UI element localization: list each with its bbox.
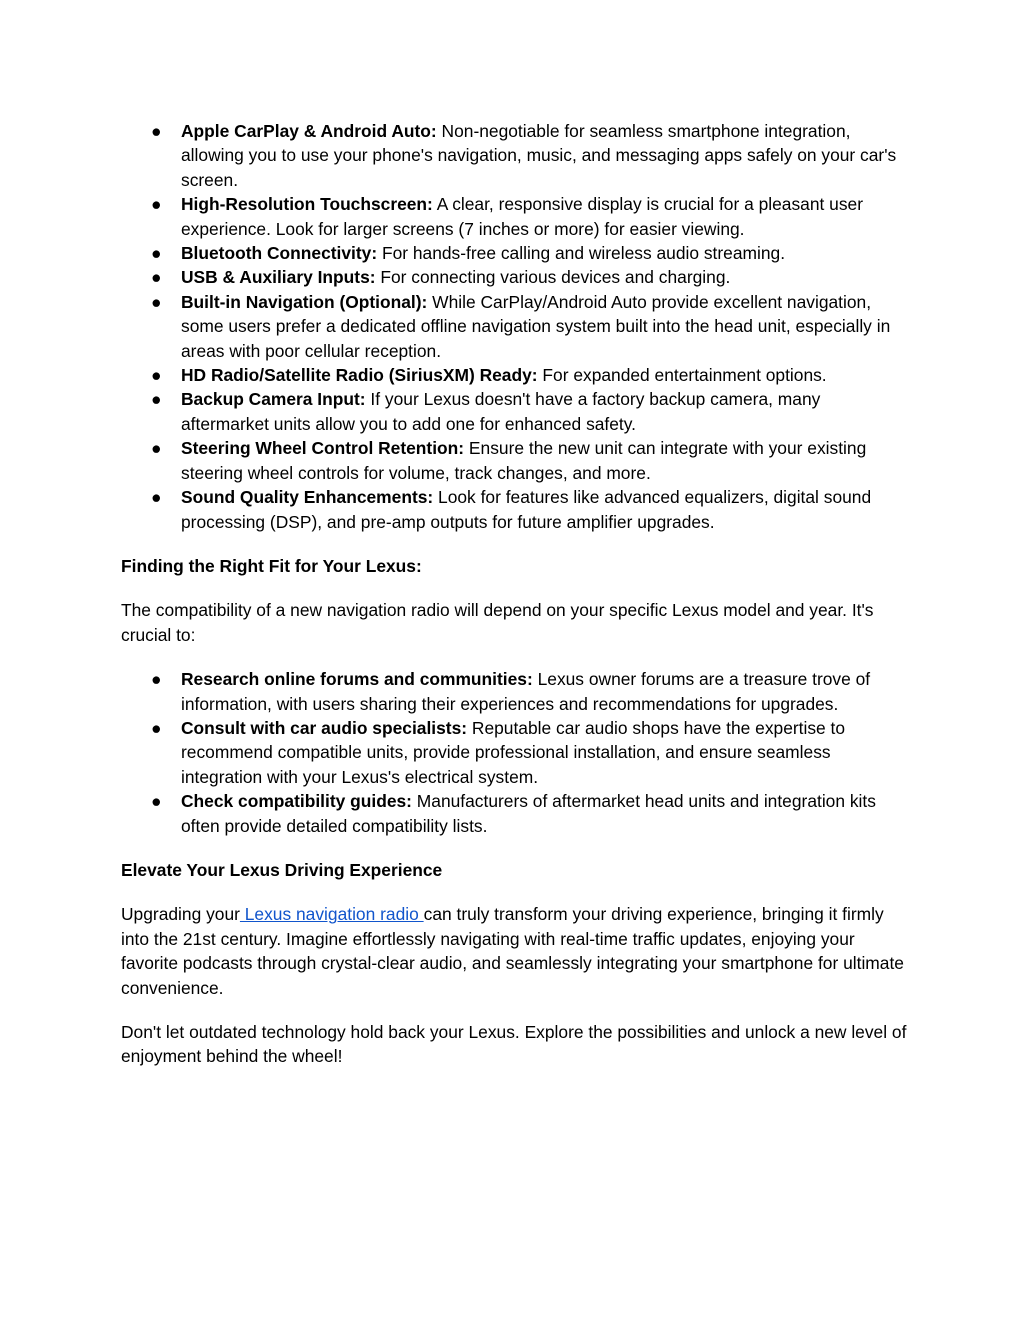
item-text: For connecting various devices and charging. — [375, 267, 731, 288]
list-item — [121, 436, 911, 485]
list-item — [121, 716, 911, 789]
item-title: Check compatibility guides: — [181, 791, 412, 812]
features-list — [121, 119, 911, 534]
item-text: For expanded entertainment options. — [537, 365, 827, 386]
list-item — [121, 363, 911, 387]
bullet-icon: ● — [151, 669, 162, 690]
bullet-icon: ● — [151, 243, 162, 264]
section-heading-elevate: Elevate Your Lexus Driving Experience — [121, 859, 443, 880]
paragraph-text: can truly transform your driving experience, bringing it firmly into the 21st century. Imagine effortlessly navigating with real-time traffic updates, enjoying your favorite podcasts through crystal-clear audio, and seamlessly integrating your smartphone for ultimate convenience. — [121, 904, 904, 998]
bullet-icon: ● — [151, 717, 162, 738]
bullet-icon: ● — [151, 438, 162, 459]
item-text: Lexus owner forums are a treasure trove of information, with users sharing their experiences and recommendations for upgrades. — [181, 669, 871, 714]
lexus-navigation-radio-link[interactable]: Lexus navigation radio — [239, 904, 424, 925]
section-heading-fit: Finding the Right Fit for Your Lexus: — [121, 555, 422, 576]
item-title: Built-in Navigation (Optional): — [181, 291, 428, 312]
list-item — [121, 192, 911, 241]
item-title: Research online forums and communities: — [181, 669, 533, 690]
bullet-icon: ● — [151, 791, 162, 812]
item-text: Look for features like advanced equalizers, digital sound processing (DSP), and pre-amp outputs for future amplifier upgrades. — [181, 487, 872, 532]
bullet-icon: ● — [151, 389, 162, 410]
item-title: Sound Quality Enhancements: — [181, 487, 434, 508]
item-text: While CarPlay/Android Auto provide excellent navigation, some users prefer a dedicated offline navigation system built into the head unit, especially in areas with poor cellular reception. — [181, 291, 891, 361]
item-text: A clear, responsive display is crucial for a pleasant user experience. Look for larger screens (7 inches or more) for easier viewing. — [181, 194, 864, 239]
closing-paragraph: Don't let outdated technology hold back your Lexus. Explore the possibilities and unlock a new level of enjoyment behind the wheel! — [121, 1022, 907, 1067]
list-item — [121, 290, 911, 363]
item-title: High-Resolution Touchscreen: — [181, 194, 433, 215]
item-title: HD Radio/Satellite Radio (SiriusXM) Ready: — [181, 365, 538, 386]
item-title: Apple CarPlay & Android Auto: — [181, 121, 437, 141]
fit-list — [121, 667, 911, 838]
bullet-icon: ● — [151, 121, 162, 141]
item-text: Non-negotiable for seamless smartphone integration, allowing you to use your phone's navigation, music, and messaging apps safely on your car's screen. — [181, 121, 897, 190]
list-item — [121, 119, 911, 192]
elevate-paragraph — [121, 902, 911, 1000]
bullet-icon: ● — [151, 365, 162, 386]
list-item — [121, 667, 911, 716]
bullet-icon: ● — [151, 487, 162, 508]
section-intro: The compatibility of a new navigation radio will depend on your specific Lexus model and year. It's crucial to: — [121, 600, 874, 645]
list-item — [121, 485, 911, 534]
document-page — [121, 119, 911, 1069]
item-title: Steering Wheel Control Retention: — [181, 438, 465, 459]
item-text: Manufacturers of aftermarket head units and integration kits often provide detailed compatibility lists. — [181, 791, 876, 836]
bullet-icon: ● — [151, 267, 162, 288]
list-item — [121, 241, 911, 265]
item-text: If your Lexus doesn't have a factory backup camera, many aftermarket units allow you to add one for enhanced safety. — [181, 389, 821, 434]
item-text: Ensure the new unit can integrate with your existing steering wheel controls for volume, track changes, and more. — [181, 438, 867, 483]
item-title: Backup Camera Input: — [181, 389, 366, 410]
list-item — [121, 265, 911, 289]
list-item — [121, 789, 911, 838]
item-title: Consult with car audio specialists: — [181, 717, 468, 738]
list-item — [121, 387, 911, 436]
item-text: For hands-free calling and wireless audio streaming. — [377, 243, 786, 264]
bullet-icon: ● — [151, 194, 162, 215]
item-title: USB & Auxiliary Inputs: — [181, 267, 376, 288]
paragraph-text: Upgrading your — [121, 904, 240, 925]
item-title: Bluetooth Connectivity: — [181, 243, 378, 264]
item-text: Reputable car audio shops have the expertise to recommend compatible units, provide professional installation, and ensure seamless integration with your Lexus's electrical system. — [181, 717, 846, 787]
bullet-icon: ● — [151, 291, 162, 312]
